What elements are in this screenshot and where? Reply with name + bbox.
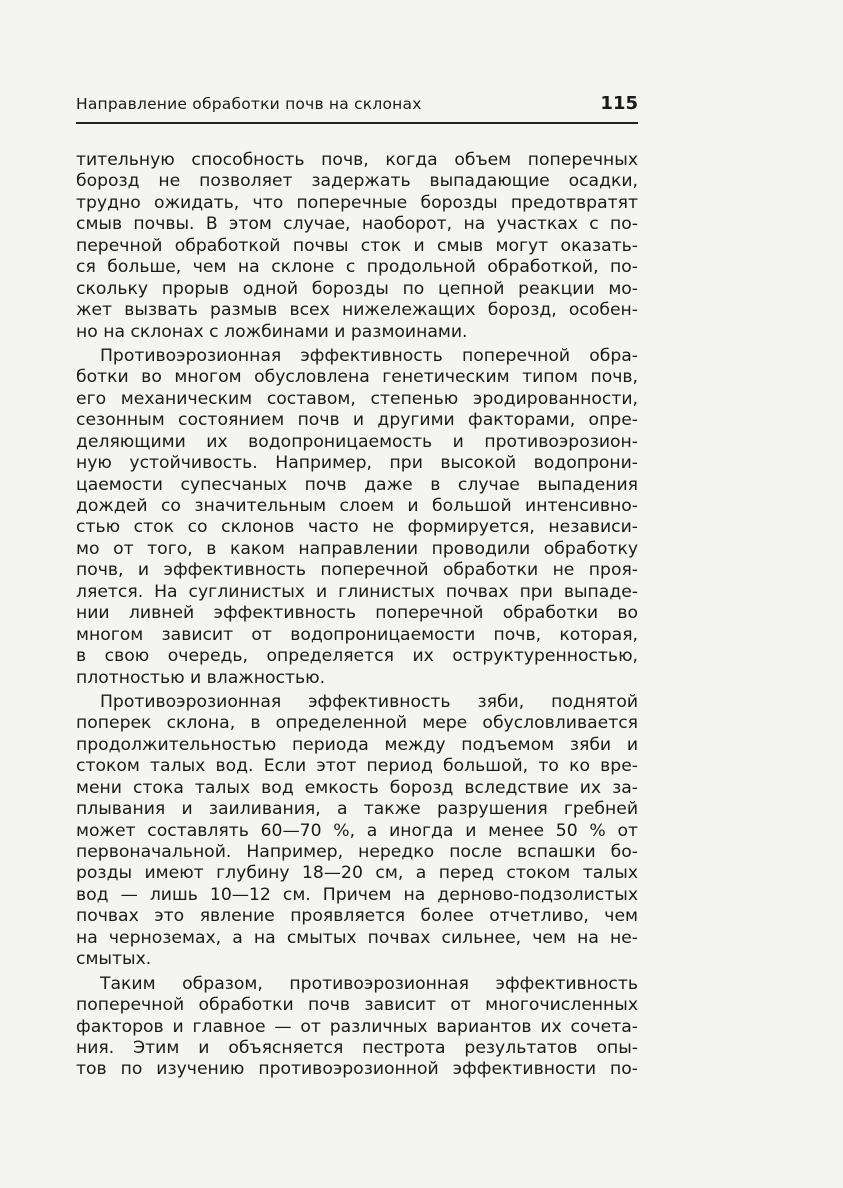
text-line: скольку прорыв одной борозды по цепной реакции мо- — [76, 278, 638, 299]
running-title: Направление обработки почв на склонах — [76, 95, 422, 113]
text-line: стью сток со склонов часто не формируется, независи- — [76, 517, 638, 538]
body-text — [76, 150, 638, 1081]
text-line: ботки во многом обусловлена генетическим типом почв, — [76, 367, 638, 388]
text-line: смыв почвы. В этом случае, наоборот, на участках с по- — [76, 214, 638, 235]
text-line: розды имеют глубину 18—20 см, а перед стоком талых — [76, 863, 638, 884]
header-rule — [76, 122, 638, 124]
text-line: смытых. — [76, 949, 152, 970]
text-line: факторов и главное — от различных вариантов их сочета- — [76, 1016, 638, 1037]
text-line: Противоэрозионная эффективность поперечной обра- — [100, 345, 638, 366]
paragraph — [76, 346, 638, 689]
text-line: Противоэрозионная эффективность зяби, поднятой — [100, 691, 638, 712]
text-line: на черноземах, а на смытых почвах сильнее, чем на не- — [76, 927, 638, 948]
text-line: мени стока талых вод емкость борозд вследствие их за- — [76, 777, 638, 798]
text-line: борозд не позволяет задержать выпадающие осадки, — [76, 171, 638, 192]
paragraph — [76, 150, 638, 343]
text-line: почвах это явление проявляется более отчетливо, чем — [76, 906, 638, 927]
text-line: трудно ожидать, что поперечные борозды предотвратят — [76, 192, 638, 213]
text-line: ляется. На суглинистых и глинистых почвах при выпаде- — [76, 581, 638, 602]
text-line: Таким образом, противоэрозионная эффективность — [100, 973, 638, 994]
paragraph — [76, 974, 638, 1081]
text-line: плотностью и влажностью. — [76, 667, 326, 688]
paragraph — [76, 692, 638, 971]
text-line: первоначальной. Например, нередко после вспашки бо- — [76, 842, 638, 862]
text-line: в свою очередь, определяется их оструктуренностью, — [76, 646, 638, 667]
text-line: дождей со значительным слоем и большой интенсивно- — [76, 496, 638, 516]
running-head — [76, 93, 638, 117]
text-line: вод — лишь 10—12 см. Причем на дерново-подзолистых — [76, 884, 638, 905]
page-number: 115 — [600, 93, 638, 114]
text-line: поперечной обработки почв зависит от многочисленных — [76, 995, 638, 1016]
text-line: ную устойчивость. Например, при высокой водопрони- — [76, 453, 638, 474]
text-line: нии ливней эффективность поперечной обработки во — [76, 603, 638, 624]
text-line: но на склонах с ложбинами и размоинами. — [76, 321, 468, 342]
text-line: ся больше, чем на склоне с продольной обработкой, по- — [76, 257, 638, 278]
text-line: мо от того, в каком направлении проводили обработку — [76, 538, 638, 559]
text-line: цаемости супесчаных почв даже в случае выпадения — [76, 474, 638, 495]
text-line: плывания и заиливания, а также разрушения гребней — [76, 799, 638, 820]
text-line: может составлять 60—70 %, а иногда и менее 50 % от — [76, 820, 638, 841]
text-line: его механическим составом, степенью эродированности, — [76, 388, 638, 409]
text-line: почв, и эффективность поперечной обработки не проя- — [76, 560, 638, 581]
text-line: многом зависит от водопроницаемости почв, которая, — [76, 624, 638, 645]
text-line: деляющими их водопроницаемость и противоэрозион- — [76, 431, 638, 452]
text-line: поперек склона, в определенной мере обусловливается — [76, 713, 638, 734]
text-line: тительную способность почв, когда объем поперечных — [76, 150, 638, 170]
text-line: перечной обработкой почвы сток и смыв могут оказать- — [76, 235, 638, 256]
text-line: сезонным состоянием почв и другими факторами, опре- — [76, 410, 638, 431]
text-line: стоком талых вод. Если этот период большой, то ко вре- — [76, 756, 638, 777]
text-line: продолжительностью периода между подъемом зяби и — [76, 734, 638, 755]
text-line: тов по изучению противоэрозионной эффективности по- — [76, 1059, 638, 1080]
text-line: ния. Этим и объясняется пестрота результатов опы- — [76, 1037, 638, 1058]
text-line: жет вызвать размыв всех нижележащих борозд, особен- — [76, 300, 638, 321]
